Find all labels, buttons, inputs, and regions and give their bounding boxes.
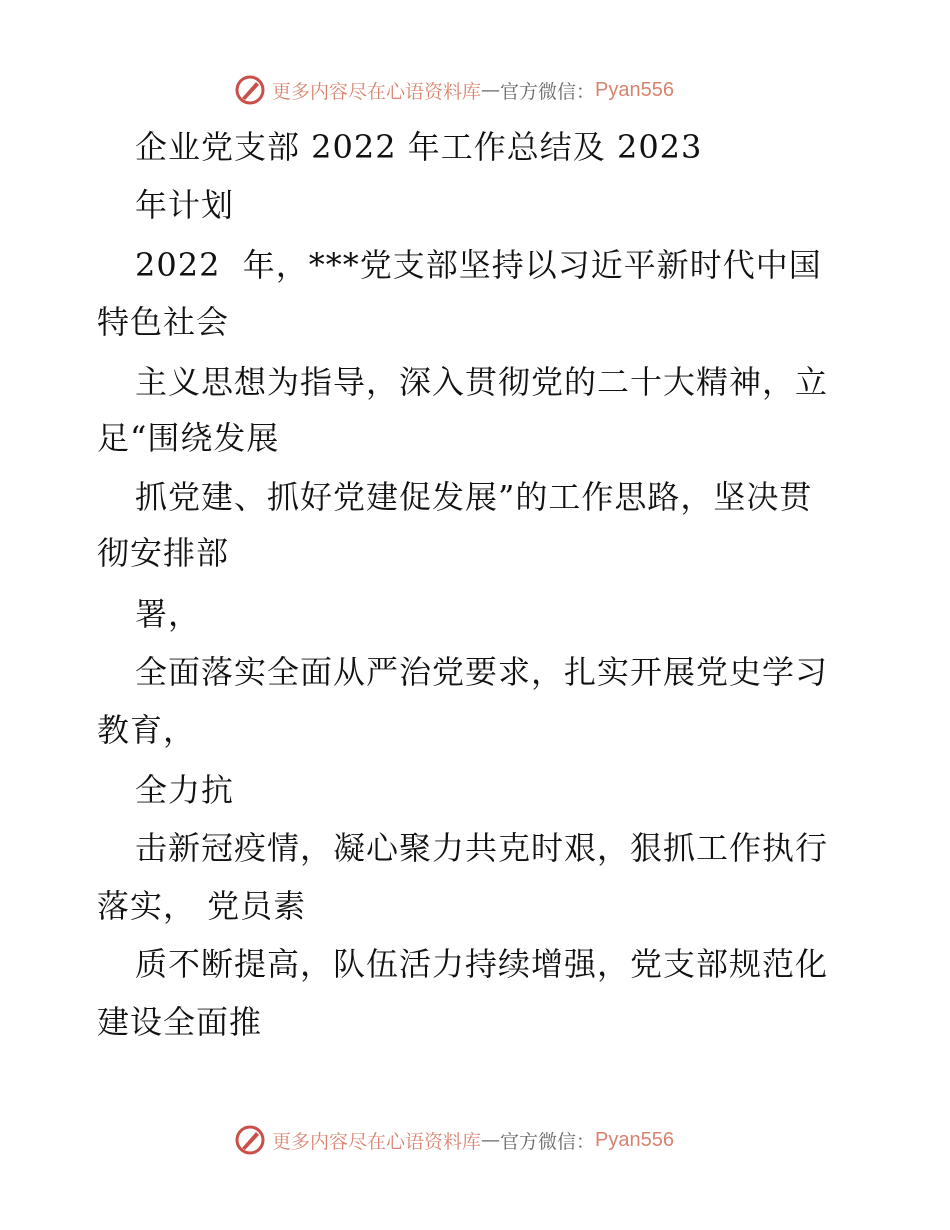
paragraph-line: 抓党建、抓好党建促发展”的工作思路，坚决贯 xyxy=(135,478,813,516)
pen-logo-icon xyxy=(234,74,266,106)
paragraph-line: 教育， xyxy=(97,711,197,749)
watermark-wechat-label: 官方微信： xyxy=(500,80,596,103)
title-line-1: 企业党支部 2022 年工作总结及 2023 xyxy=(135,128,703,166)
paragraph-line: 全力抗 xyxy=(135,771,235,809)
paragraph-line: 2022 年，***党支部坚持以习近平新时代中国 xyxy=(135,246,822,284)
watermark-site: 更多内容尽在心语资料库 xyxy=(272,80,482,103)
paragraph-line: 击新冠疫情，凝心聚力共克时艰，狠抓工作执行 xyxy=(135,829,829,867)
paragraph-line: 建设全面推 xyxy=(97,1003,263,1041)
paragraph-line: 全面落实全面从严治党要求，扎实开展党史学习 xyxy=(135,653,829,691)
paragraph-line: 质不断提高，队伍活力持续增强，党支部规范化 xyxy=(135,945,829,983)
watermark-wechat-label: 官方微信： xyxy=(500,1130,596,1153)
paragraph-line: 署， xyxy=(135,595,202,633)
watermark-dash: — xyxy=(481,1129,501,1151)
header-watermark xyxy=(234,72,674,108)
paragraph-line: 主义思想为指导，深入贯彻党的二十大精神，立 xyxy=(135,363,829,401)
paragraph-line: 落实， 党员素 xyxy=(97,887,307,925)
watermark-site: 更多内容尽在心语资料库 xyxy=(272,1130,482,1153)
paragraph-line: 特色社会 xyxy=(97,303,230,341)
paragraph-line: 足“围绕发展 xyxy=(97,419,280,457)
watermark-wechat-id: Pyan556 xyxy=(595,1128,674,1151)
paragraph-line: 彻安排部 xyxy=(97,534,230,572)
watermark-wechat-id: Pyan556 xyxy=(595,78,674,101)
footer-watermark xyxy=(234,1122,674,1158)
pen-logo-icon xyxy=(234,1124,266,1156)
watermark-dash: — xyxy=(481,79,501,101)
title-line-2: 年计划 xyxy=(135,186,235,224)
